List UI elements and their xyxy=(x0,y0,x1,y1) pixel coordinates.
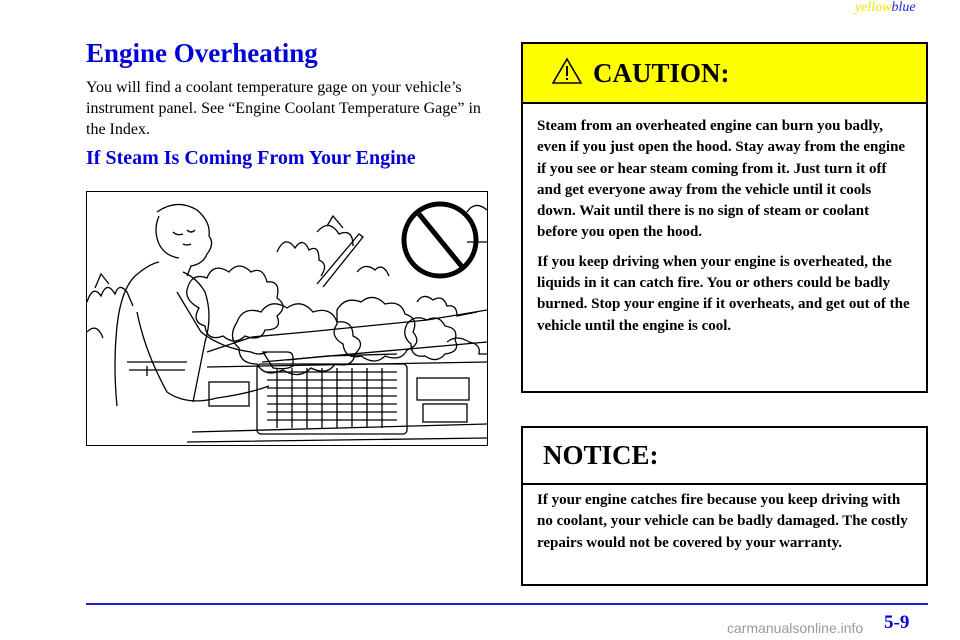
intro-paragraph: You will find a coolant temperature gage on your vehicle’s instrument panel. See “Engine Coolant Temperature Gage” in the Index. xyxy=(86,79,481,138)
notice-box xyxy=(521,426,928,586)
print-mark-blue: blue xyxy=(891,0,916,15)
notice-paragraph: If your engine catches fire because you keep driving with no coolant, your vehicle can be badly damaged. The costly repairs would not be covered by your warranty. xyxy=(537,492,908,551)
page-title: Engine Overheating xyxy=(86,38,318,68)
section-heading: If Steam Is Coming From Your Engine xyxy=(86,147,416,169)
steam-engine-illustration xyxy=(86,191,488,446)
watermark: carmanualsonline.info xyxy=(727,620,864,636)
caution-box xyxy=(521,42,928,393)
notice-header xyxy=(523,428,926,485)
print-color-marks xyxy=(855,0,916,16)
page-number: 5-9 xyxy=(884,612,910,633)
notice-title: NOTICE: xyxy=(543,440,659,470)
caution-header xyxy=(523,44,926,104)
notice-body xyxy=(523,485,926,554)
print-mark-yellow: yellow xyxy=(855,0,892,15)
warning-triangle-icon xyxy=(551,57,583,85)
caution-title: CAUTION: xyxy=(593,57,730,88)
caution-paragraph-2: If you keep driving when your engine is overheated, the liquids in it can catch fire. You or others could be badly burned. Stop your engine if it overheats, and get out of the vehicle until the engine is cool. xyxy=(537,253,910,334)
footer-rule xyxy=(86,603,928,605)
illustration-drawing xyxy=(87,192,487,445)
caution-paragraph-1: Steam from an overheated engine can burn you badly, even if you just open the hood. Stay away from the engine if you see or hear steam coming from it. Just turn it off and get everyone away from the vehicle until it cools down. Wait until there is no sign of steam or coolant before you open the hood. xyxy=(537,118,906,241)
no-symbol-icon xyxy=(404,204,476,276)
caution-body xyxy=(523,104,926,337)
